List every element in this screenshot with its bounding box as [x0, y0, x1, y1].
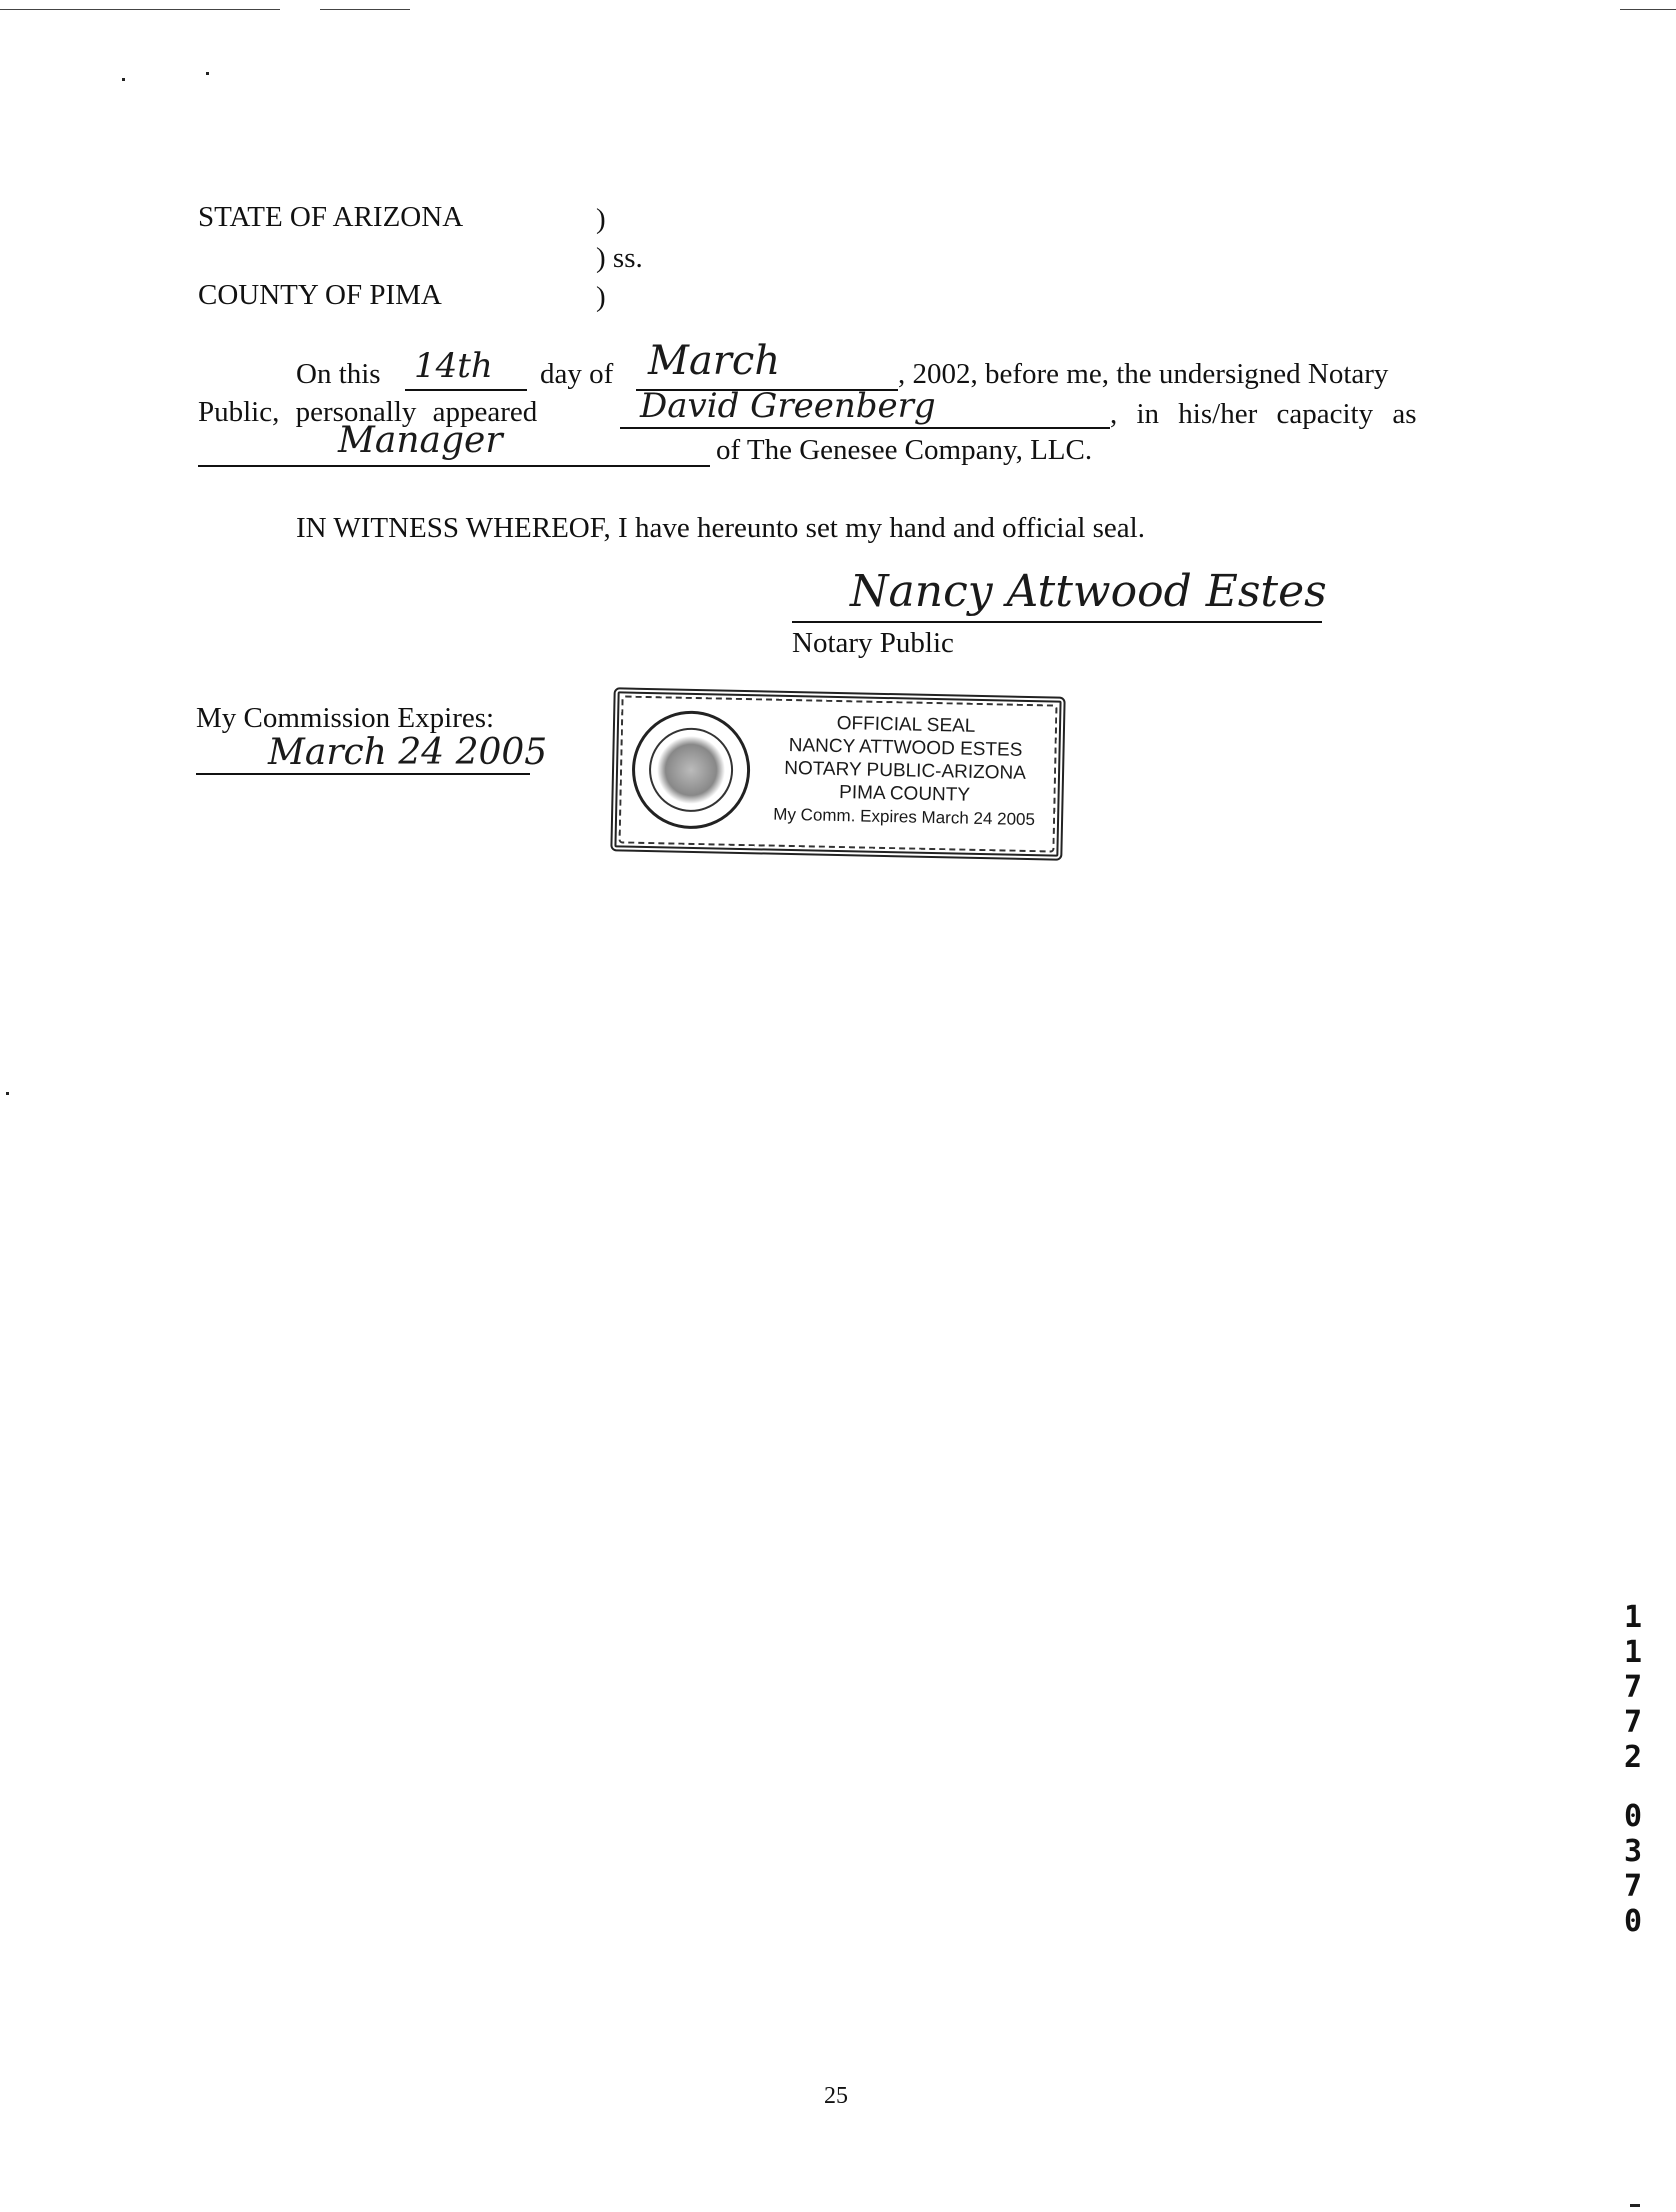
scan-edge-mark [0, 9, 280, 10]
scan-speck [1630, 2204, 1640, 2207]
ack-year-text: , 2002, before me, the undersigned Notary [898, 358, 1389, 390]
name-blank [620, 427, 1110, 429]
commission-blank [196, 773, 530, 775]
venue-paren: ) [596, 281, 606, 313]
scan-speck [6, 1092, 9, 1095]
ack-public-prefix: Public, personally appeared [198, 396, 538, 428]
state-seal-icon [648, 727, 734, 813]
recording-digit: 1 [1623, 1635, 1643, 1670]
scan-edge-mark [1620, 9, 1676, 10]
seal-text [759, 710, 1051, 831]
recording-digit: 7 [1623, 1869, 1643, 1904]
capacity-handwritten: Manager [338, 420, 503, 461]
page-number: 25 [824, 2083, 848, 2109]
notary-public-label: Notary Public [792, 627, 954, 659]
ack-company: of The Genesee Company, LLC. [716, 434, 1093, 466]
month-handwritten: March [648, 338, 781, 384]
ack-day-of: day of [540, 358, 614, 390]
capacity-blank [198, 465, 710, 467]
recording-digit: 3 [1623, 1834, 1643, 1869]
venue-county: COUNTY OF PIMA [198, 279, 442, 311]
commission-label: My Commission Expires: [196, 702, 495, 734]
recording-gap [1618, 1775, 1648, 1799]
venue-ss: ) ss. [596, 242, 643, 274]
seal-line-5: My Comm. Expires March 24 2005 [773, 804, 1036, 830]
day-blank [405, 389, 527, 391]
ack-on-this: On this [296, 358, 381, 390]
recording-digit: 0 [1623, 1904, 1643, 1939]
seal-line-4: PIMA COUNTY [838, 782, 971, 806]
recording-digit: 0 [1623, 1799, 1643, 1834]
signature-line [792, 621, 1322, 623]
commission-date-handwritten: March 24 2005 [268, 732, 548, 773]
venue-paren: ) [596, 203, 606, 235]
seal-line-2: NANCY ATTWOOD ESTES [788, 734, 1023, 761]
scan-edge-mark [320, 9, 410, 10]
day-handwritten: 14th [414, 346, 493, 386]
venue-state: STATE OF ARIZONA [198, 201, 464, 233]
recording-digit: 2 [1623, 1740, 1643, 1775]
seal-line-3: NOTARY PUBLIC-ARIZONA [783, 757, 1027, 784]
witness-clause: IN WITNESS WHEREOF, I have hereunto set my hand and official seal. [296, 512, 1145, 544]
recording-digit: 7 [1623, 1670, 1643, 1705]
official-seal-stamp [610, 687, 1065, 860]
recording-digit: 7 [1623, 1705, 1643, 1740]
appeared-name-handwritten: David Greenberg [640, 386, 936, 426]
recording-digit: 1 [1623, 1600, 1643, 1635]
ack-capacity-suffix: , in his/her capacity as [1110, 398, 1417, 430]
recording-number [1618, 1600, 1648, 1939]
notary-signature: Nancy Attwood Estes [850, 566, 1327, 617]
seal-line-1: OFFICIAL SEAL [836, 712, 976, 737]
scan-speck [206, 72, 209, 75]
scan-speck [122, 78, 125, 81]
